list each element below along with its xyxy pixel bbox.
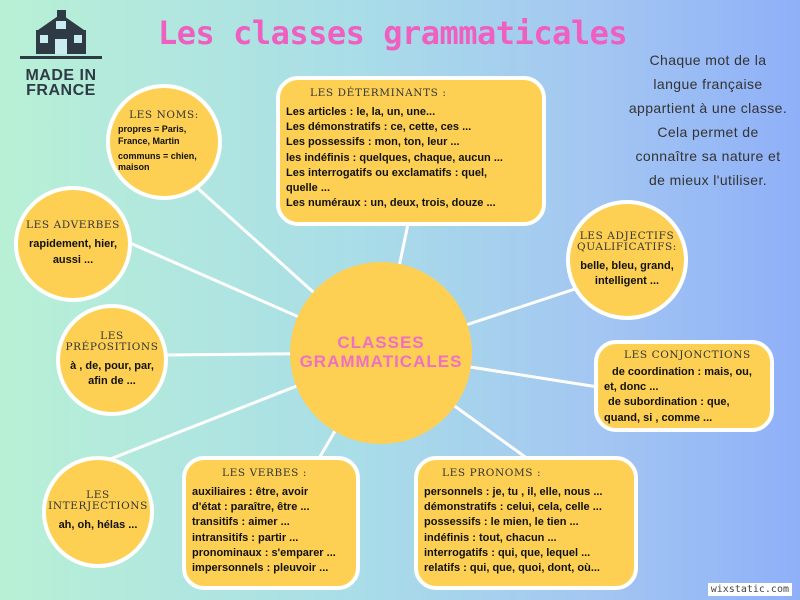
node-line: démonstratifs : celui, cela, celle ... bbox=[424, 501, 602, 514]
node-line: et, donc ... bbox=[604, 381, 659, 394]
node-prepositions bbox=[56, 304, 168, 416]
node-title: LES NOMS: bbox=[129, 109, 199, 122]
center-label: CLASSES GRAMMATICALES bbox=[299, 333, 463, 371]
node-line: afin de ... bbox=[88, 375, 136, 388]
center-node bbox=[290, 262, 472, 444]
node-line: quand, si , comme ... bbox=[604, 411, 713, 424]
node-line: Les interrogatifs ou exclamatifs : quel, bbox=[286, 166, 488, 179]
node-title: LES ADVERBES bbox=[26, 219, 120, 232]
node-line: quelle ... bbox=[286, 181, 331, 194]
node-verbes bbox=[182, 456, 360, 590]
schoolhouse-icon bbox=[18, 10, 104, 68]
node-line: Les numéraux : un, deux, trois, douze ... bbox=[286, 197, 496, 210]
logo-text: MADE IN FRANCE bbox=[25, 67, 97, 99]
watermark: wixstatic.com bbox=[708, 583, 792, 596]
node-title: LES CONJONCTIONS bbox=[624, 349, 751, 361]
node-body bbox=[604, 365, 770, 426]
node-line: personnels : je, tu , il, elle, nous ... bbox=[424, 486, 603, 499]
node-title: LES VERBES : bbox=[222, 467, 307, 479]
node-line: aussi ... bbox=[52, 253, 94, 266]
page-title: Les classes grammaticales bbox=[158, 14, 628, 52]
intro-text: Chaque mot de la langue française appartient à une classe. Cela permet de connaître sa nature et de mieux l'utiliser. bbox=[628, 52, 788, 188]
node-adjectifs bbox=[566, 200, 688, 320]
node-line: ah, oh, hélas ... bbox=[58, 519, 138, 532]
node-line: de subordination : que, bbox=[608, 396, 730, 409]
node-body bbox=[29, 237, 117, 267]
node-line: de coordination : mais, ou, bbox=[612, 366, 752, 379]
node-line: possessifs : le mien, le tien ... bbox=[424, 516, 579, 529]
node-conjonctions bbox=[594, 340, 774, 432]
node-title: LES DÉTERMINANTS : bbox=[310, 87, 447, 99]
node-line: intelligent ... bbox=[594, 275, 660, 288]
node-line: pronominaux : s'emparer ... bbox=[192, 546, 336, 559]
node-body bbox=[286, 105, 542, 211]
node-pronoms bbox=[414, 456, 638, 590]
node-line: à , de, pour, par, bbox=[70, 359, 154, 372]
node-line: indéfinis : tout, chacun ... bbox=[424, 531, 557, 544]
node-line: relatifs : qui, que, quoi, dont, où... bbox=[424, 561, 600, 574]
made-in-france-logo bbox=[18, 10, 104, 112]
node-line: d'état : paraître, être ... bbox=[192, 501, 310, 514]
node-adverbes bbox=[14, 186, 132, 302]
node-title: LES INTERJECTIONS bbox=[48, 489, 148, 513]
node-body bbox=[580, 259, 674, 289]
node-line: Les démonstratifs : ce, cette, ces ... bbox=[286, 121, 472, 134]
node-line: transitifs : aimer ... bbox=[192, 516, 290, 529]
node-line: interrogatifs : qui, que, lequel ... bbox=[424, 546, 591, 559]
node-line: belle, bleu, grand, bbox=[580, 259, 674, 272]
node-line: communs = chien, maison bbox=[118, 150, 197, 173]
node-line: intransitifs : partir ... bbox=[192, 531, 299, 544]
node-line: Les articles : le, la, un, une... bbox=[286, 106, 436, 119]
node-title: LES PRÉPOSITIONS bbox=[65, 329, 159, 353]
node-line: les indéfinis : quelques, chaque, aucun ... bbox=[286, 151, 503, 164]
node-title: LES ADJECTIFS QUALIFICATIFS: bbox=[577, 229, 677, 253]
node-line: rapidement, hier, bbox=[28, 238, 118, 251]
node-body bbox=[424, 485, 634, 576]
node-interjections bbox=[42, 456, 154, 568]
node-body bbox=[192, 485, 356, 576]
node-body bbox=[59, 518, 138, 533]
node-line: impersonnels : pleuvoir ... bbox=[192, 561, 329, 574]
node-noms bbox=[106, 84, 222, 200]
node-line: propres = Paris, France, Martin bbox=[118, 124, 187, 146]
node-body bbox=[70, 359, 154, 389]
node-line: auxiliaires : être, avoir bbox=[192, 486, 309, 499]
node-line: Les possessifs : mon, ton, leur ... bbox=[286, 136, 460, 149]
node-title: LES PRONOMS : bbox=[442, 467, 542, 479]
node-body bbox=[118, 124, 210, 174]
node-determinants bbox=[276, 76, 546, 226]
